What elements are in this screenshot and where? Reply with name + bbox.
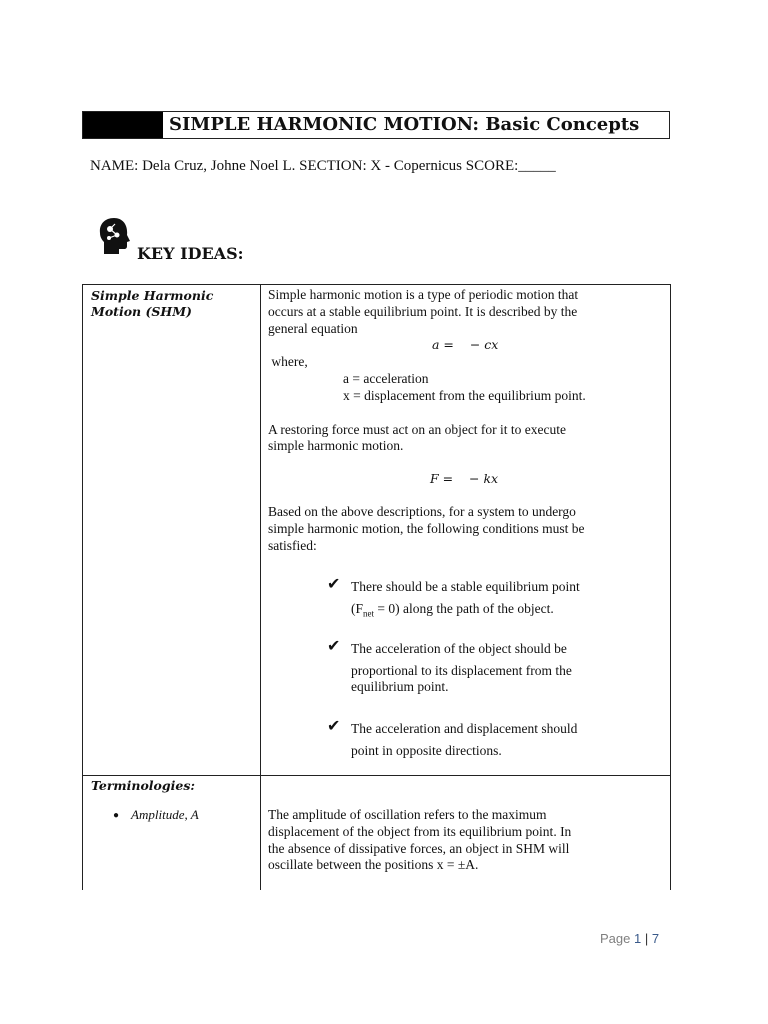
- shm-description: [268, 287, 664, 554]
- conditions-line: Based on the above descriptions, for a system to undergo: [268, 503, 576, 519]
- eq2-rhs: − kx: [469, 471, 499, 487]
- fnet-suffix: = 0) along the path of the object.: [374, 601, 554, 616]
- condition-line: equilibrium point.: [351, 679, 449, 694]
- page-footer: [600, 931, 659, 946]
- name-line: NAME: Dela Cruz, Johne Noel L. SECTION: X - Copernicus SCORE:_____: [90, 158, 556, 174]
- condition-text: [351, 719, 641, 760]
- condition-text: [351, 639, 641, 696]
- condition-line: point in opposite directions.: [351, 743, 502, 758]
- intro-line: Simple harmonic motion is a type of periodic motion that: [268, 287, 579, 302]
- title-black-block: [83, 112, 163, 138]
- amplitude-line: The amplitude of oscillation refers to the maximum: [268, 807, 547, 822]
- equation-acceleration: [268, 337, 664, 354]
- bullet-icon: ●: [113, 810, 120, 821]
- conditions-line: simple harmonic motion, the following conditions must be: [268, 520, 585, 536]
- page-separator: |: [644, 931, 649, 946]
- head-gears-icon: [97, 216, 131, 256]
- force-line: A restoring force must act on an object for it to execute: [268, 421, 567, 437]
- amplitude-label: Amplitude, A: [131, 807, 199, 822]
- condition-line: proportional to its displacement from the: [351, 663, 572, 678]
- fnet-subscript: net: [363, 608, 375, 619]
- definition-a: a = acceleration: [343, 370, 429, 386]
- page-title: SIMPLE HARMONIC MOTION: Basic Concepts: [169, 114, 640, 135]
- shm-label-line1: Simple Harmonic: [91, 288, 214, 303]
- amplitude-term: [113, 807, 199, 825]
- eq2-lhs: F =: [430, 471, 454, 487]
- condition-text: [351, 577, 641, 624]
- amplitude-line: the absence of dissipative forces, an object in SHM will: [268, 840, 570, 856]
- page-total: 7: [651, 931, 660, 946]
- amplitude-line: oscillate between the positions x = ±A.: [268, 857, 479, 873]
- condition-line: The acceleration and displacement should: [351, 721, 578, 736]
- where-text: where,: [268, 354, 308, 370]
- equation-force: [268, 471, 664, 488]
- intro-line: occurs at a stable equilibrium point. It is described by the: [268, 303, 578, 319]
- force-line: simple harmonic motion.: [268, 438, 404, 454]
- condition-line: There should be a stable equilibrium point: [351, 579, 580, 594]
- checkmark-icon: ✔: [327, 718, 341, 735]
- table-column-divider: [260, 285, 261, 890]
- intro-line: general equation: [268, 320, 358, 336]
- amplitude-line: displacement of the object from its equilibrium point. In: [268, 823, 572, 839]
- title-bar: [82, 111, 670, 139]
- key-ideas-table: [82, 284, 671, 890]
- checkmark-icon: ✔: [327, 638, 341, 655]
- shm-label-line2: Motion (SHM): [91, 304, 192, 319]
- amplitude-description: [268, 807, 664, 874]
- definition-x: x = displacement from the equilibrium point.: [343, 387, 586, 403]
- condition-line: [351, 599, 641, 624]
- fnet-prefix: (F: [351, 601, 364, 616]
- checkmark-icon: ✔: [327, 576, 341, 593]
- section-title: KEY IDEAS:: [137, 244, 244, 263]
- terminologies-label: Terminologies:: [91, 778, 195, 793]
- eq1-lhs: a =: [432, 337, 454, 353]
- table-row-divider: [83, 775, 670, 776]
- page-number: 1: [634, 931, 642, 946]
- shm-label: [91, 288, 213, 320]
- conditions-line: satisfied:: [268, 537, 317, 553]
- eq1-rhs: − cx: [469, 337, 499, 353]
- page-word: Page: [600, 931, 631, 946]
- condition-line: The acceleration of the object should be: [351, 641, 567, 656]
